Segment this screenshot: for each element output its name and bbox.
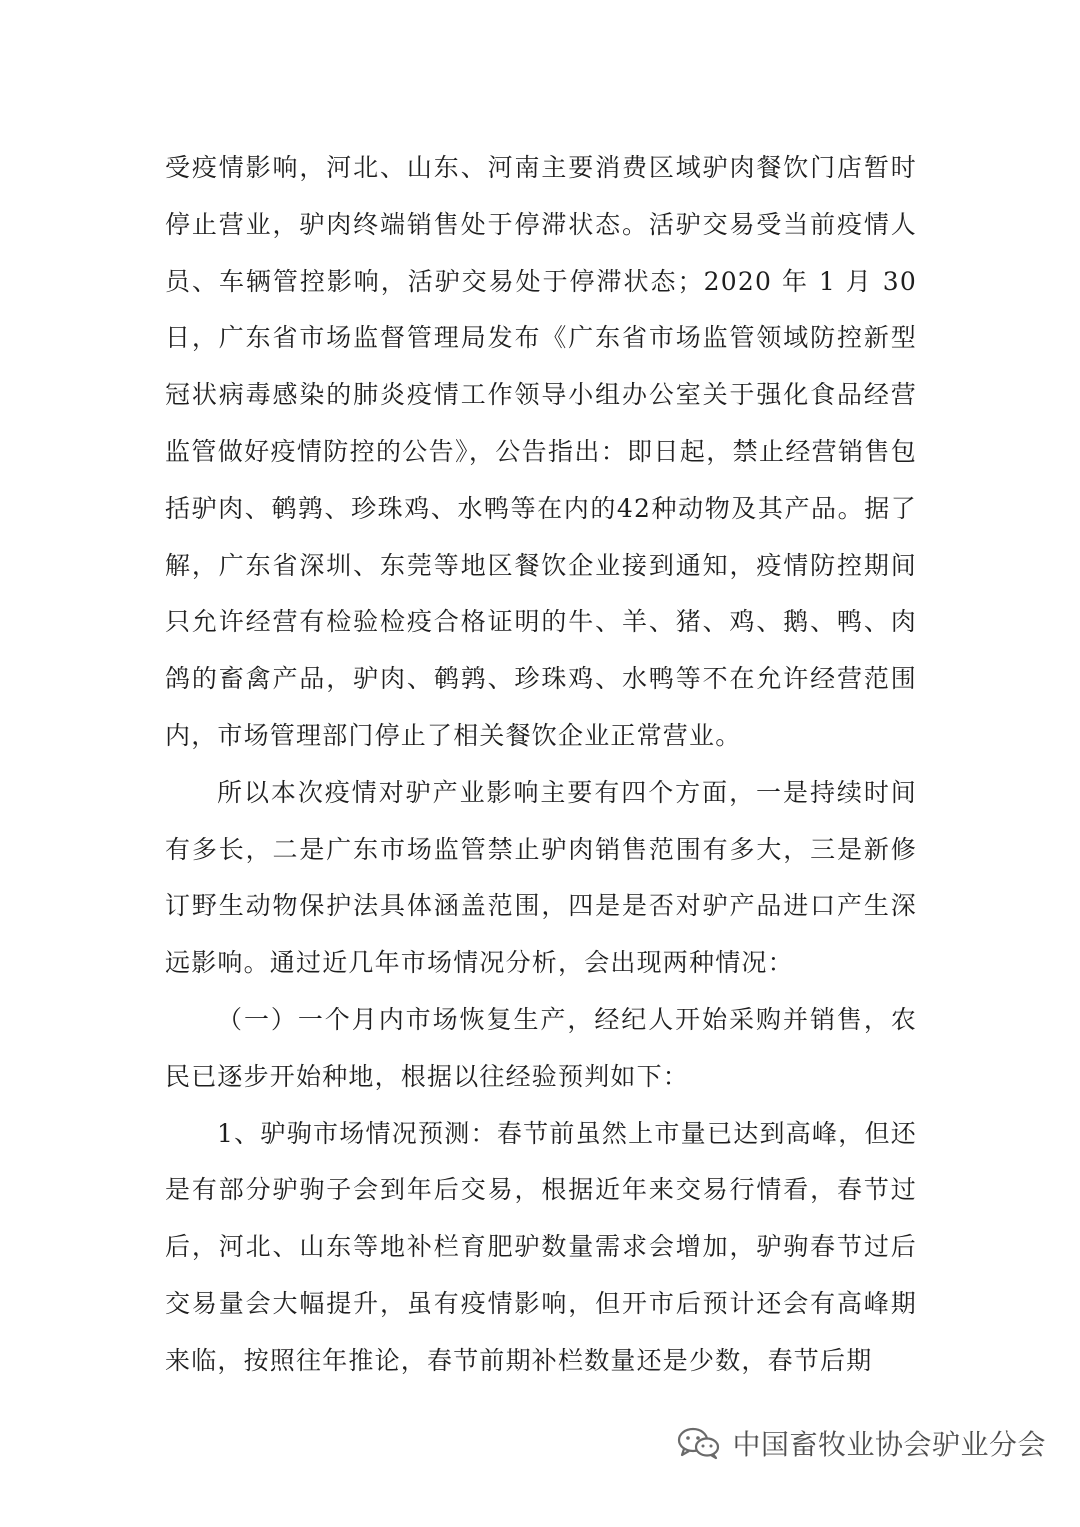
document-body bbox=[165, 140, 917, 1390]
watermark bbox=[676, 1423, 1046, 1463]
wechat-icon bbox=[676, 1426, 722, 1460]
paragraph-2: 所以本次疫情对驴产业影响主要有四个方面，一是持续时间有多长，二是广东市场监管禁止驴肉销售范围有多大，三是新修订野生动物保护法具体涵盖范围，四是是否对驴产品进口产生深远影响。通过近几年市场情况分析，会出现两种情况： bbox=[165, 777, 917, 978]
paragraph-3: （一）一个月内市场恢复生产，经纪人开始采购并销售，农民已逐步开始种地，根据以往经验预判如下： bbox=[165, 1004, 917, 1091]
paragraph-4: 1、驴驹市场情况预测：春节前虽然上市量已达到高峰，但还是有部分驴驹子会到年后交易，根据近年来交易行情看，春节过后，河北、山东等地补栏育肥驴数量需求会增加，驴驹春节过后交易量会大幅提升，虽有疫情影响，但开市后预计还会有高峰期来临，按照往年推论，春节前期补栏数量还是少数，春节后期 bbox=[165, 1118, 917, 1375]
watermark-text: 中国畜牧业协会驴业分会 bbox=[732, 1428, 1046, 1461]
paragraph-1: 受疫情影响，河北、山东、河南主要消费区域驴肉餐饮门店暂时停止营业，驴肉终端销售处于停滞状态。活驴交易受当前疫情人员、车辆管控影响，活驴交易处于停滞状态；2020 年 1 月 30 日，广东省市场监督管理局发布《广东省市场监管领域防控新型冠状病毒感染的肺炎疫情工作领导小组办公室关于强化食品经营监管做好疫情防控的公告》，公告指出：即日起，禁止经营销售包括驴肉、鹌鹑、珍珠鸡、水鸭等在内的42种动物及其产品。据了解，广东省深圳、东莞等地区餐饮企业接到通知，疫情防控期间只允许经营有检验检疫合格证明的牛、羊、猪、鸡、鹅、鸭、肉鸽的畜禽产品，驴肉、鹌鹑、珍珠鸡、水鸭等不在允许经营范围内，市场管理部门停止了相关餐饮企业正常营业。 bbox=[165, 153, 917, 750]
